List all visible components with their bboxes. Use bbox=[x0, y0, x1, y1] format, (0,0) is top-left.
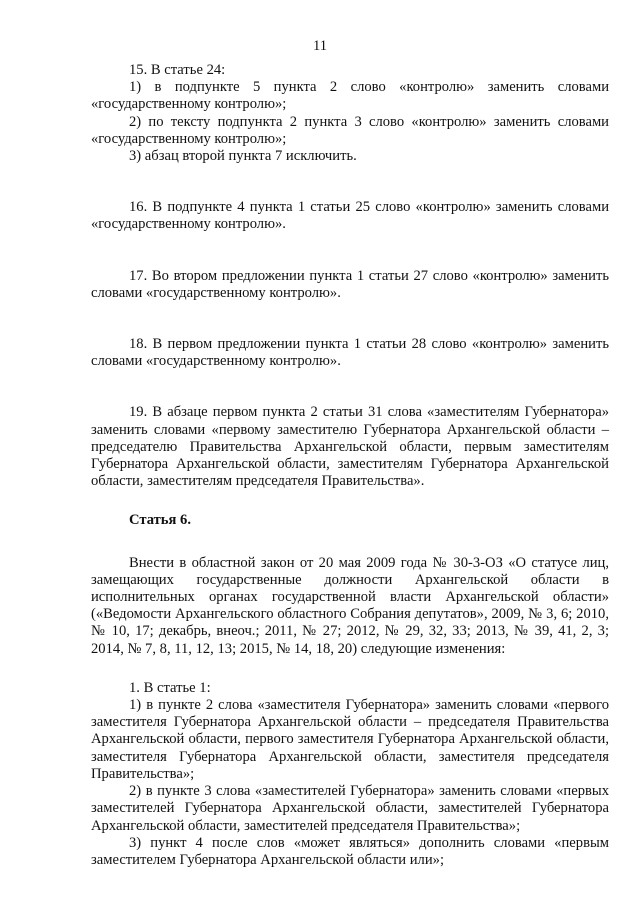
item-18: 18. В первом предложении пункта 1 статьи 28 слово «контролю» заменить словами «государственному контролю». bbox=[91, 336, 609, 370]
spacer bbox=[91, 302, 609, 336]
spacer bbox=[91, 234, 609, 268]
article-1-subitem-3: 3) пункт 4 после слов «может являться» дополнить словами «первым заместителем Губернатора Архангельской области или»; bbox=[91, 834, 609, 868]
item-17: 17. Во втором предложении пункта 1 статьи 27 слово «контролю» заменить словами «государственному контролю». bbox=[91, 267, 609, 301]
article-1-subitem-1: 1) в пункте 2 слова «заместителя Губернатора» заменить словами «первого заместителя Губернатора Архангельской области – председателя Правительства Архангельской области, первого заместителя Губернатора Архангельской области, заместителя Губернатора Архангельской области, заместителя председателя Правительства»; bbox=[91, 697, 609, 782]
article-1-title: 1. В статье 1: bbox=[129, 679, 211, 696]
item-15-title: 15. В статье 24: bbox=[129, 62, 226, 78]
item-19: 19. В абзаце первом пункта 2 статьи 31 слова «заместителям Губернатора» заменить словами «первому заместителю Губернатора Архангельской области – председателю Правительства Архангельской области, первым заместителям Губернатора Архангельской области, заместителям Губернатора Архангельской области, заместителям председателя Правительства». bbox=[91, 404, 609, 490]
spacer bbox=[91, 165, 609, 199]
item-15-subitem-1: 1) в подпункте 5 пункта 2 слово «контролю» заменить словами «государственному контролю»; bbox=[91, 79, 609, 113]
item-15-subitem-3: 3) абзац второй пункта 7 исключить. bbox=[129, 148, 357, 165]
spacer bbox=[91, 658, 609, 680]
page-number: 11 bbox=[312, 38, 328, 54]
spacer bbox=[91, 490, 609, 512]
spacer bbox=[91, 370, 609, 404]
article-6-heading: Статья 6. bbox=[129, 512, 191, 529]
document-body bbox=[91, 62, 609, 869]
spacer bbox=[91, 530, 609, 555]
item-15-subitem-2: 2) по тексту подпункта 2 пункта 3 слово «контролю» заменить словами «государственному контролю»; bbox=[91, 113, 609, 147]
item-16: 16. В подпункте 4 пункта 1 статьи 25 слово «контролю» заменить словами «государственному контролю». bbox=[91, 199, 609, 233]
article-6-intro: Внести в областной закон от 20 мая 2009 года № 30-3-ОЗ «О статусе лиц, замещающих государственные должности Архангельской области в исполнительных органах государственной власти Архангельской области» («Ведомости Архангельского областного Собрания депутатов», 2009, № 3, 6; 2010, № 10, 17; декабрь, внеоч.; 2011, № 27; 2012, № 29, 32, 33; 2013, № 39, 41, 2, 3; 2014, № 7, 8, 11, 12, 13; 2015, № 14, 18, 20) следующие изменения: bbox=[91, 554, 609, 657]
article-1-subitem-2: 2) в пункте 3 слова «заместителей Губернатора» заменить словами «первых заместителей Губернатора Архангельской области, заместителей Губернатора Архангельской области, заместителей председателя Правительства»; bbox=[91, 783, 609, 834]
